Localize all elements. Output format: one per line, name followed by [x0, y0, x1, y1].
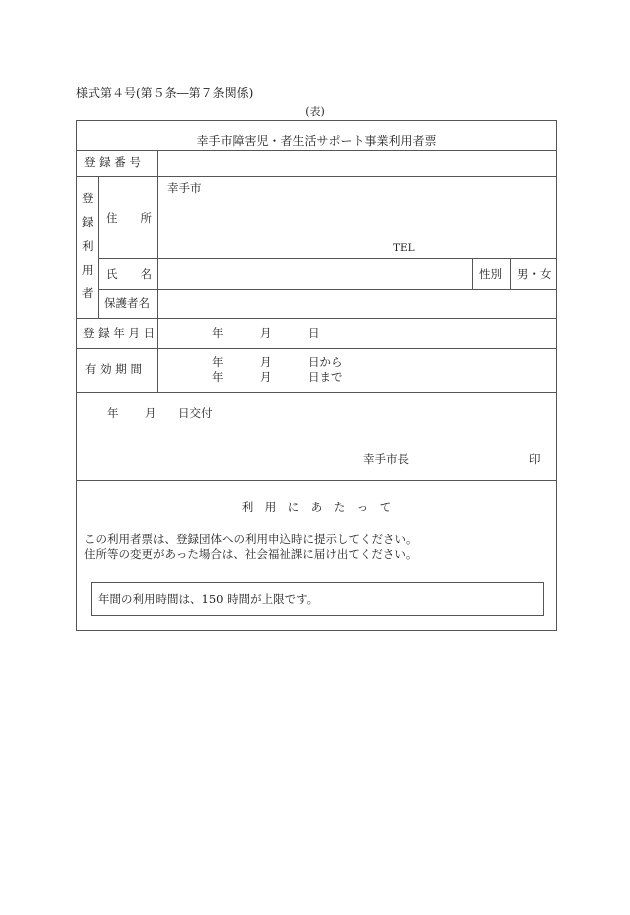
guardian-label: 保護者名 — [104, 296, 150, 310]
rule — [77, 348, 556, 349]
rule — [472, 258, 473, 289]
rule — [157, 150, 158, 392]
notes-line-1: この利用者票は、登録団体への利用申込時に提示してください。 — [84, 532, 418, 546]
user-card-form — [76, 120, 557, 631]
validity-from-day: 日から — [308, 355, 343, 369]
guardian-field[interactable] — [163, 294, 551, 312]
user-group-char-4: 用 — [82, 263, 94, 277]
usage-limit-box — [91, 582, 544, 616]
rule — [77, 176, 556, 177]
reg-date-year: 年 — [212, 326, 224, 340]
user-group-char-3: 利 — [82, 239, 94, 253]
form-number: 様式第４号(第５条―第７条関係) — [76, 86, 254, 100]
rule — [98, 258, 556, 259]
mayor-title: 幸手市長 — [363, 452, 409, 466]
rule — [77, 480, 556, 481]
reg-number-field[interactable] — [163, 157, 551, 171]
user-group-char-5: 者 — [82, 286, 94, 300]
reg-number-label: 登 録 番 号 — [84, 155, 141, 169]
rule — [77, 392, 556, 393]
validity-to-month: 月 — [260, 370, 272, 384]
gender-label: 性別 — [479, 267, 502, 281]
validity-from-year: 年 — [212, 355, 224, 369]
name-label: 氏 名 — [106, 267, 152, 281]
reg-date-month: 月 — [260, 326, 272, 340]
validity-to-year: 年 — [212, 370, 224, 384]
tel-label: TEL — [393, 242, 415, 254]
issue-month: 月 — [145, 406, 157, 420]
user-group-char-2: 録 — [82, 215, 94, 229]
notes-line-2: 住所等の変更があった場合は、社会福祉課に届け出てください。 — [84, 547, 418, 561]
issue-year: 年 — [107, 406, 119, 420]
gender-value[interactable]: 男・女 — [517, 267, 552, 281]
form-title: 幸手市障害児・者生活サポート事業利用者票 — [196, 134, 437, 148]
issue-day: 日交付 — [178, 406, 213, 420]
rule — [77, 318, 556, 319]
validity-label: 有 効 期 間 — [85, 362, 142, 376]
address-label: 住 所 — [106, 211, 152, 225]
usage-limit-text: 年間の利用時間は、150 時間が上限です。 — [98, 592, 319, 606]
user-group-char-1: 登 — [82, 191, 94, 205]
rule — [510, 258, 511, 289]
validity-from-month: 月 — [260, 355, 272, 369]
rule — [77, 150, 556, 151]
seal-mark: 印 — [529, 452, 541, 466]
name-field[interactable] — [163, 265, 468, 283]
address-field[interactable] — [163, 199, 551, 239]
reg-date-label: 登 録 年 月 日 — [83, 326, 156, 340]
rule — [98, 176, 99, 318]
validity-to-day: 日まで — [308, 370, 343, 384]
notes-heading: 利 用 に あ た っ て — [241, 500, 392, 514]
rule — [98, 289, 556, 290]
reg-date-day: 日 — [308, 326, 320, 340]
address-city: 幸手市 — [167, 181, 202, 195]
side-label: (表) — [305, 105, 325, 118]
